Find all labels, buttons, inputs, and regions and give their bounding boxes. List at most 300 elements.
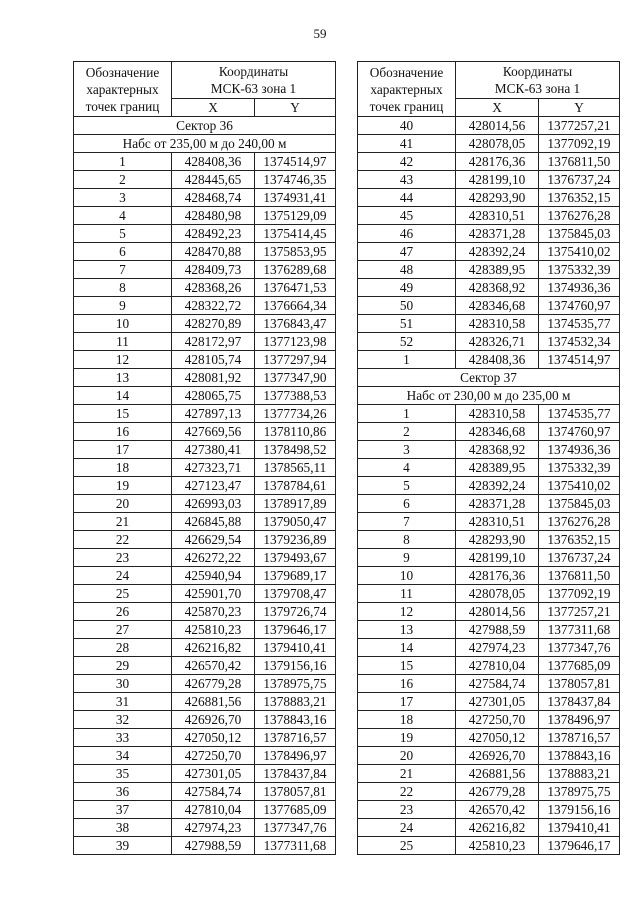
x-value: 428322,72 (172, 297, 255, 315)
table-row (74, 333, 336, 351)
x-value: 426993,03 (172, 495, 255, 513)
table-row (358, 315, 620, 333)
x-value: 428172,97 (172, 333, 255, 351)
point-number: 10 (74, 315, 172, 333)
x-value: 428392,24 (456, 477, 539, 495)
x-value: 428310,58 (456, 315, 539, 333)
x-value: 426216,82 (456, 819, 539, 837)
x-value: 428310,51 (456, 513, 539, 531)
table-row (74, 693, 336, 711)
table-row (358, 225, 620, 243)
table-row (74, 279, 336, 297)
table-row (74, 153, 336, 171)
x-value: 427584,74 (172, 783, 255, 801)
y-value: 1377311,68 (255, 837, 336, 855)
point-number: 44 (358, 189, 456, 207)
table-header (74, 62, 336, 117)
table-row (358, 459, 620, 477)
table-row (74, 729, 336, 747)
y-value: 1375332,39 (539, 261, 620, 279)
y-value: 1374746,35 (255, 171, 336, 189)
rows-left (74, 153, 336, 855)
point-number: 1 (358, 351, 456, 369)
table-header (358, 62, 620, 117)
point-number: 21 (74, 513, 172, 531)
y-value: 1379646,17 (255, 621, 336, 639)
y-value: 1379726,74 (255, 603, 336, 621)
table-row (74, 423, 336, 441)
x-value: 428014,56 (456, 117, 539, 135)
point-number: 5 (74, 225, 172, 243)
y-value: 1375129,09 (255, 207, 336, 225)
point-label-header (74, 62, 172, 117)
y-value: 1375845,03 (539, 225, 620, 243)
x-value: 428371,28 (456, 225, 539, 243)
table-row (74, 567, 336, 585)
y-value: 1378975,75 (539, 783, 620, 801)
header-text: Обозначение (369, 64, 444, 80)
table-row (74, 315, 336, 333)
table-row (74, 297, 336, 315)
point-number: 20 (358, 747, 456, 765)
point-number: 32 (74, 711, 172, 729)
y-value: 1379050,47 (255, 513, 336, 531)
table-row (358, 729, 620, 747)
x-value: 428480,98 (172, 207, 255, 225)
table-row (74, 243, 336, 261)
y-value: 1375332,39 (539, 459, 620, 477)
y-value: 1378716,57 (539, 729, 620, 747)
table-row (358, 657, 620, 675)
y-value: 1377347,90 (255, 369, 336, 387)
header-text: Координаты (218, 64, 289, 79)
point-label-header (358, 62, 456, 117)
header-text: характерных (370, 81, 443, 97)
y-value: 1374931,41 (255, 189, 336, 207)
x-value: 425901,70 (172, 585, 255, 603)
point-number: 43 (358, 171, 456, 189)
sector-title: Сектор 37 (358, 369, 620, 387)
point-number: 36 (74, 783, 172, 801)
y-value: 1374936,36 (539, 441, 620, 459)
table-row (358, 171, 620, 189)
point-number: 39 (74, 837, 172, 855)
point-number: 22 (358, 783, 456, 801)
y-value: 1378496,97 (255, 747, 336, 765)
y-value: 1378883,21 (255, 693, 336, 711)
table-row (74, 711, 336, 729)
table-row (74, 783, 336, 801)
point-number: 23 (74, 549, 172, 567)
point-number: 18 (74, 459, 172, 477)
y-value: 1379493,67 (255, 549, 336, 567)
x-value: 427810,04 (456, 657, 539, 675)
point-number: 50 (358, 297, 456, 315)
table-row (358, 153, 620, 171)
table-row (358, 837, 620, 855)
x-value: 428492,23 (172, 225, 255, 243)
point-number: 30 (74, 675, 172, 693)
point-number: 49 (358, 279, 456, 297)
y-value: 1378975,75 (255, 675, 336, 693)
y-value: 1377311,68 (539, 621, 620, 639)
y-value: 1376811,50 (539, 567, 620, 585)
y-value: 1377092,19 (539, 135, 620, 153)
x-value: 427301,05 (456, 693, 539, 711)
x-value: 428065,75 (172, 387, 255, 405)
y-value: 1374514,97 (539, 351, 620, 369)
table-row (358, 207, 620, 225)
x-value: 426926,70 (456, 747, 539, 765)
x-value: 428346,68 (456, 423, 539, 441)
point-number: 34 (74, 747, 172, 765)
table-row (74, 261, 336, 279)
x-value: 428014,56 (456, 603, 539, 621)
x-value: 428408,36 (456, 351, 539, 369)
y-value: 1378917,89 (255, 495, 336, 513)
y-value: 1378437,84 (539, 693, 620, 711)
point-number: 23 (358, 801, 456, 819)
x-value: 426881,56 (456, 765, 539, 783)
table-row (74, 189, 336, 207)
point-number: 48 (358, 261, 456, 279)
point-number: 17 (358, 693, 456, 711)
point-number: 18 (358, 711, 456, 729)
point-number: 8 (74, 279, 172, 297)
x-value: 428199,10 (456, 549, 539, 567)
point-number: 28 (74, 639, 172, 657)
table-row (358, 261, 620, 279)
table-row (74, 171, 336, 189)
x-value: 425810,23 (456, 837, 539, 855)
point-number: 8 (358, 531, 456, 549)
y-value: 1378110,86 (255, 423, 336, 441)
point-number: 21 (358, 765, 456, 783)
point-number: 2 (74, 171, 172, 189)
point-number: 15 (358, 657, 456, 675)
point-number: 9 (74, 297, 172, 315)
point-number: 27 (74, 621, 172, 639)
x-header: X (456, 99, 539, 117)
y-value: 1374535,77 (539, 405, 620, 423)
point-number: 5 (358, 477, 456, 495)
header-text: точек границ (85, 98, 160, 114)
point-number: 7 (74, 261, 172, 279)
table-row (358, 441, 620, 459)
y-value: 1377685,09 (255, 801, 336, 819)
x-value: 428368,92 (456, 279, 539, 297)
point-number: 11 (74, 333, 172, 351)
x-value: 426272,22 (172, 549, 255, 567)
y-value: 1376737,24 (539, 549, 620, 567)
point-number: 45 (358, 207, 456, 225)
x-value: 428371,28 (456, 495, 539, 513)
x-value: 427974,23 (456, 639, 539, 657)
y-value: 1374532,34 (539, 333, 620, 351)
x-value: 426570,42 (456, 801, 539, 819)
table-row (358, 801, 620, 819)
table-row (74, 441, 336, 459)
y-value: 1379236,89 (255, 531, 336, 549)
table-row (358, 243, 620, 261)
y-value: 1377123,98 (255, 333, 336, 351)
y-value: 1377297,94 (255, 351, 336, 369)
table-row (74, 621, 336, 639)
y-value: 1378496,97 (539, 711, 620, 729)
y-value: 1378883,21 (539, 765, 620, 783)
table-row (358, 765, 620, 783)
y-value: 1377347,76 (255, 819, 336, 837)
y-value: 1377257,21 (539, 117, 620, 135)
point-number: 47 (358, 243, 456, 261)
table-row (74, 603, 336, 621)
y-value: 1375410,02 (539, 477, 620, 495)
header-text: МСК-63 зона 1 (210, 81, 297, 96)
x-value: 427669,56 (172, 423, 255, 441)
x-value: 427380,41 (172, 441, 255, 459)
x-value: 428176,36 (456, 567, 539, 585)
y-value: 1376737,24 (539, 171, 620, 189)
y-value: 1379646,17 (539, 837, 620, 855)
y-value: 1377347,76 (539, 639, 620, 657)
x-value: 428368,26 (172, 279, 255, 297)
point-number: 1 (74, 153, 172, 171)
y-value: 1378843,16 (539, 747, 620, 765)
header-text: Обозначение (85, 64, 160, 80)
table-row (358, 405, 620, 423)
table-row (358, 297, 620, 315)
y-value: 1378057,81 (255, 783, 336, 801)
table-row (358, 693, 620, 711)
rows-right-before (358, 117, 620, 369)
x-value: 426845,88 (172, 513, 255, 531)
table-row (358, 783, 620, 801)
point-number: 16 (74, 423, 172, 441)
y-value: 1374760,97 (539, 297, 620, 315)
x-value: 428445,65 (172, 171, 255, 189)
header-text: МСК-63 зона 1 (494, 81, 581, 96)
table-row (74, 639, 336, 657)
x-value: 427974,23 (172, 819, 255, 837)
y-value: 1379156,16 (255, 657, 336, 675)
x-value: 426881,56 (172, 693, 255, 711)
table-row (74, 837, 336, 855)
table-row (74, 585, 336, 603)
table-row (358, 603, 620, 621)
header-text: характерных (86, 81, 159, 97)
y-value: 1379708,47 (255, 585, 336, 603)
y-value: 1374514,97 (255, 153, 336, 171)
table-row (358, 279, 620, 297)
y-value: 1379410,41 (255, 639, 336, 657)
x-value: 427250,70 (172, 747, 255, 765)
table-row (358, 567, 620, 585)
point-number: 46 (358, 225, 456, 243)
y-value: 1379410,41 (539, 819, 620, 837)
table-row (74, 747, 336, 765)
point-number: 29 (74, 657, 172, 675)
table-row (74, 495, 336, 513)
x-value: 427123,47 (172, 477, 255, 495)
height-note: Набс от 230,00 м до 235,00 м (358, 387, 620, 405)
table-row (74, 549, 336, 567)
y-value: 1377388,53 (255, 387, 336, 405)
point-number: 24 (74, 567, 172, 585)
table-row (74, 765, 336, 783)
table-row (358, 585, 620, 603)
sector-title: Сектор 36 (74, 117, 336, 135)
table-row (358, 333, 620, 351)
point-number: 40 (358, 117, 456, 135)
y-value: 1376664,34 (255, 297, 336, 315)
x-value: 428105,74 (172, 351, 255, 369)
y-value: 1378843,16 (255, 711, 336, 729)
x-value: 428389,95 (456, 261, 539, 279)
point-number: 26 (74, 603, 172, 621)
point-number: 6 (74, 243, 172, 261)
y-value: 1376289,68 (255, 261, 336, 279)
table-row (358, 639, 620, 657)
x-value: 427810,04 (172, 801, 255, 819)
x-value: 427250,70 (456, 711, 539, 729)
table-row (358, 549, 620, 567)
point-number: 42 (358, 153, 456, 171)
table-row (358, 531, 620, 549)
point-number: 4 (74, 207, 172, 225)
point-number: 20 (74, 495, 172, 513)
y-value: 1378716,57 (255, 729, 336, 747)
point-number: 37 (74, 801, 172, 819)
table-row (358, 351, 620, 369)
y-value: 1377092,19 (539, 585, 620, 603)
table-row (358, 189, 620, 207)
height-note: Набс от 235,00 м до 240,00 м (74, 135, 336, 153)
table-row (358, 747, 620, 765)
y-value: 1376471,53 (255, 279, 336, 297)
x-value: 428310,51 (456, 207, 539, 225)
x-value: 428409,73 (172, 261, 255, 279)
x-value: 428293,90 (456, 189, 539, 207)
coordinates-header (456, 62, 620, 99)
x-value: 426216,82 (172, 639, 255, 657)
point-number: 41 (358, 135, 456, 153)
table-row (74, 801, 336, 819)
table-row (358, 621, 620, 639)
y-value: 1378057,81 (539, 675, 620, 693)
y-header: Y (255, 99, 336, 117)
point-number: 35 (74, 765, 172, 783)
y-value: 1376352,15 (539, 531, 620, 549)
y-value: 1378784,61 (255, 477, 336, 495)
x-value: 428392,24 (456, 243, 539, 261)
table-row (74, 513, 336, 531)
point-number: 16 (358, 675, 456, 693)
table-row (358, 513, 620, 531)
y-value: 1377257,21 (539, 603, 620, 621)
x-value: 428468,74 (172, 189, 255, 207)
table-row (74, 207, 336, 225)
point-number: 38 (74, 819, 172, 837)
point-number: 22 (74, 531, 172, 549)
table-row (74, 387, 336, 405)
x-value: 428078,05 (456, 135, 539, 153)
point-number: 19 (74, 477, 172, 495)
point-number: 1 (358, 405, 456, 423)
x-value: 425940,94 (172, 567, 255, 585)
coordinates-table-left (73, 61, 336, 855)
x-value: 428176,36 (456, 153, 539, 171)
table-row (358, 477, 620, 495)
table-row (358, 495, 620, 513)
table-row (358, 135, 620, 153)
x-value: 427988,59 (456, 621, 539, 639)
y-value: 1376843,47 (255, 315, 336, 333)
x-value: 428408,36 (172, 153, 255, 171)
table-row (358, 675, 620, 693)
y-value: 1375845,03 (539, 495, 620, 513)
y-value: 1378498,52 (255, 441, 336, 459)
table-row (74, 459, 336, 477)
y-value: 1374760,97 (539, 423, 620, 441)
x-value: 427897,13 (172, 405, 255, 423)
y-value: 1378565,11 (255, 459, 336, 477)
coordinates-table-right (357, 61, 620, 855)
x-value: 426570,42 (172, 657, 255, 675)
point-number: 12 (74, 351, 172, 369)
table-row (74, 405, 336, 423)
x-value: 428346,68 (456, 297, 539, 315)
point-number: 15 (74, 405, 172, 423)
point-number: 3 (358, 441, 456, 459)
x-header: X (172, 99, 255, 117)
page-number: 59 (313, 26, 327, 41)
point-number: 52 (358, 333, 456, 351)
point-number: 3 (74, 189, 172, 207)
table-row (74, 225, 336, 243)
point-number: 7 (358, 513, 456, 531)
y-header: Y (539, 99, 620, 117)
table-row (74, 369, 336, 387)
point-number: 2 (358, 423, 456, 441)
x-value: 427050,12 (172, 729, 255, 747)
y-value: 1376276,28 (539, 207, 620, 225)
y-value: 1379156,16 (539, 801, 620, 819)
x-value: 428293,90 (456, 531, 539, 549)
x-value: 426926,70 (172, 711, 255, 729)
point-number: 4 (358, 459, 456, 477)
x-value: 428326,71 (456, 333, 539, 351)
table-row (74, 819, 336, 837)
point-number: 11 (358, 585, 456, 603)
point-number: 19 (358, 729, 456, 747)
y-value: 1375414,45 (255, 225, 336, 243)
x-value: 428078,05 (456, 585, 539, 603)
x-value: 426629,54 (172, 531, 255, 549)
rows-right-after (358, 405, 620, 855)
x-value: 428368,92 (456, 441, 539, 459)
x-value: 425810,23 (172, 621, 255, 639)
header-text: точек границ (369, 98, 444, 114)
y-value: 1374535,77 (539, 315, 620, 333)
table-row (358, 711, 620, 729)
point-number: 17 (74, 441, 172, 459)
x-value: 428389,95 (456, 459, 539, 477)
x-value: 428310,58 (456, 405, 539, 423)
point-number: 33 (74, 729, 172, 747)
y-value: 1376811,50 (539, 153, 620, 171)
x-value: 426779,28 (172, 675, 255, 693)
y-value: 1375410,02 (539, 243, 620, 261)
